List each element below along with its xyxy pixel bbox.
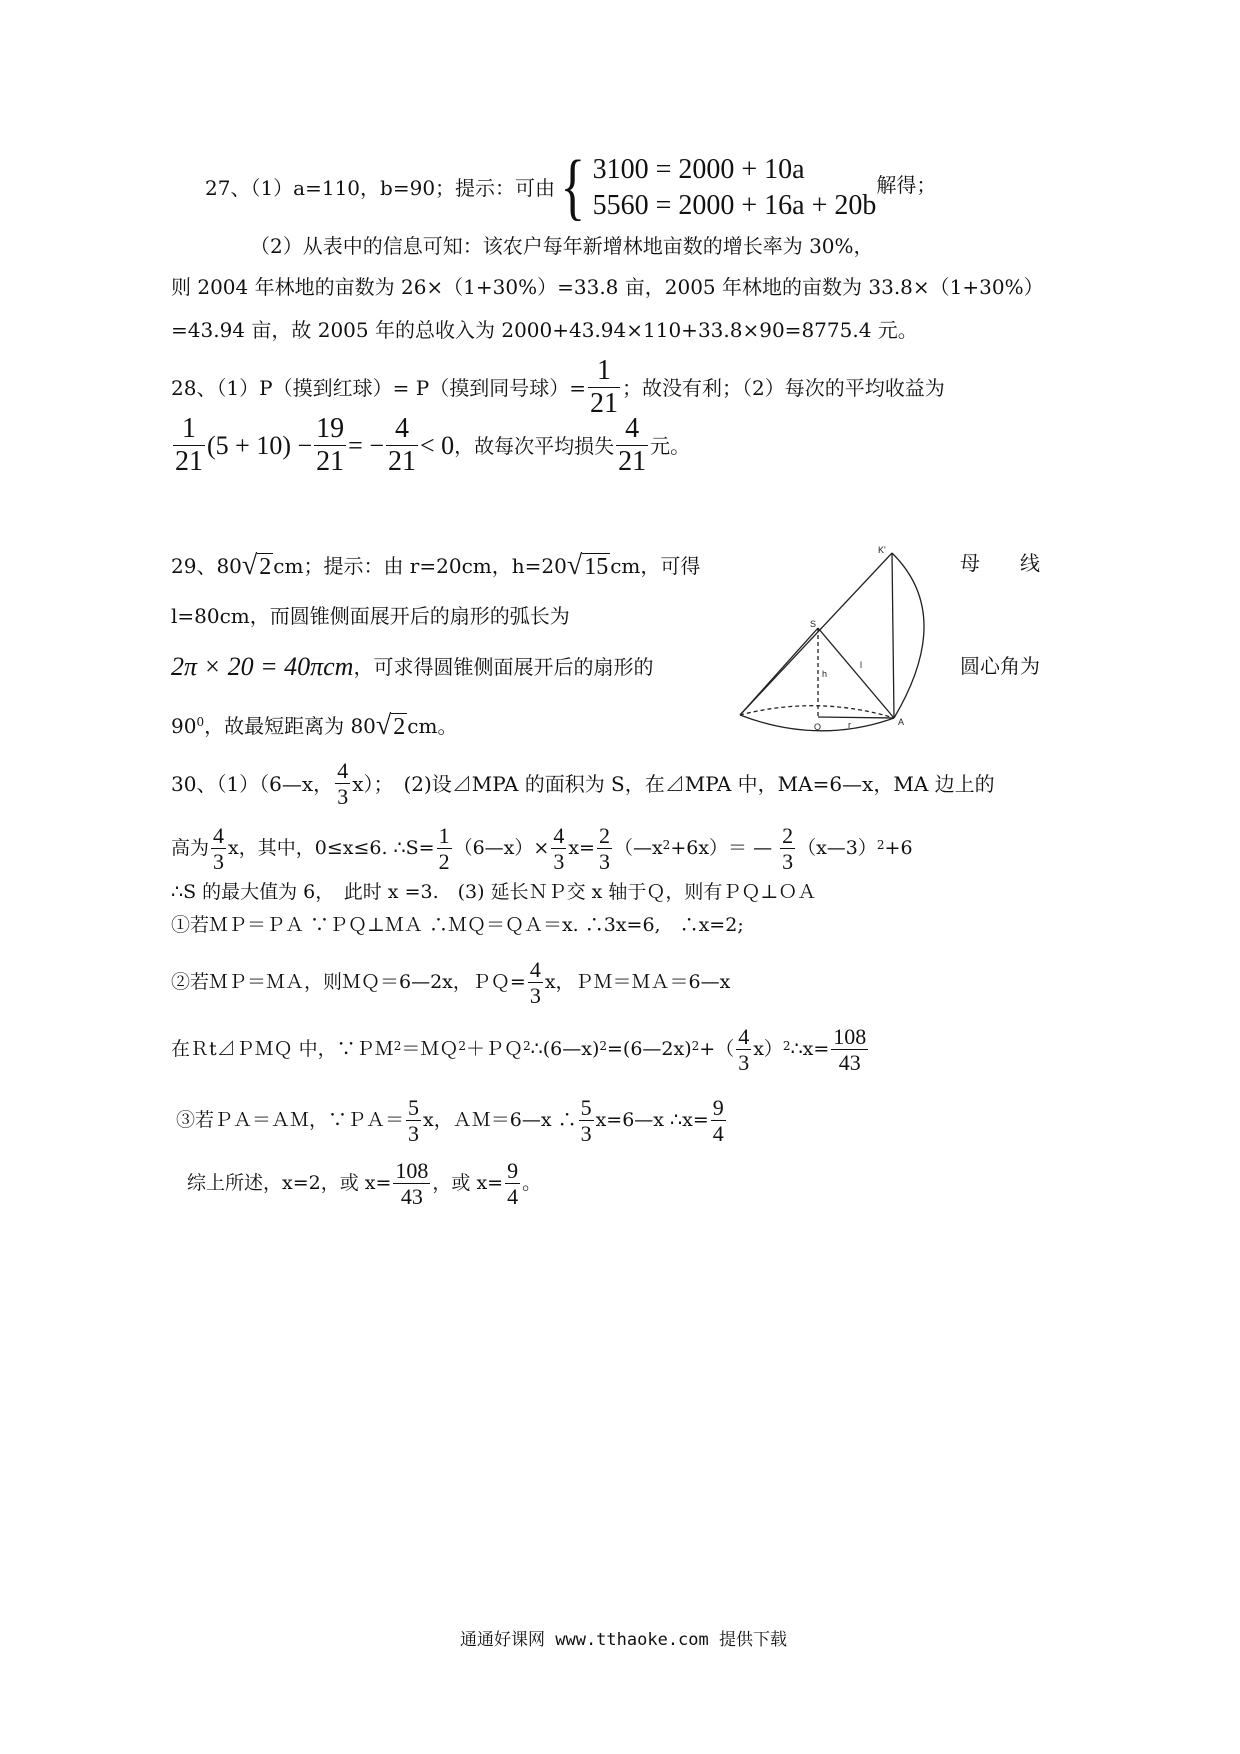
q29-line4 [171,712,457,740]
label-o: O [814,722,822,732]
label-r: r [848,720,851,730]
page-footer: 通通好课网 www.tthaoke.com 提供下载 [460,1630,787,1650]
sqrt-2-b: √2 [375,710,406,741]
q30-part2: x）； (2)设⊿MPA 的面积为 S，在⊿MPA 中，MA=6—x，MA 边上的 [352,771,995,796]
q29-line1 [171,552,700,580]
radius-r [818,717,894,718]
q30-summary-or: ，或 x= [432,1172,504,1195]
q29-angle: 90 [171,714,197,738]
sup-2: 2 [523,1038,531,1053]
fraction-2-3: $\frac{2}{3}$ [598,823,610,875]
sup-2: 2 [782,1038,791,1053]
sector-arc [892,553,924,718]
q30-line4: ①若ＭＰ＝ＰＡ ∵ＰＱ⊥ＭＡ ∴ＭＱ＝ＱＡ＝x. ∴3x=6, ∴x=2; [171,914,744,936]
q30-plus-6: +6 [884,837,913,860]
q30-poly: （—x [613,837,663,860]
sup-2: 2 [599,1038,607,1053]
fraction-9-4: $\frac{9}{4}$ [712,1095,724,1147]
q30-product-text: （6—x）× [453,837,550,860]
fraction-4-3: $\frac{4}{3}$ [738,1024,750,1076]
q30-line3: ∴S 的最大值为 6， 此时 x =3. (3) 延长ＮＰ交 x 轴于Ｑ，则有ＰＱ⊥ＯＡ [171,881,817,903]
q28-line2-text: ，故每次平均损失 [454,433,615,458]
base-ellipse-back [740,706,894,718]
label-a: A [898,717,905,727]
label-h: h [822,669,828,679]
fraction-4-3: $\frac{4}{3}$ [337,758,349,810]
sup-2: 2 [876,837,885,852]
fraction-5-3: $\frac{5}{3}$ [408,1095,420,1147]
q30-part1: 30、（1）（6—x， [171,771,334,796]
q30-case2-end: x，ＰＭ＝ＭＡ＝6—x [544,971,731,994]
q27-line1 [205,146,937,229]
q29-unit: cm。 [407,714,458,738]
label-s: S [810,619,817,629]
left-brace-icon: { [560,146,586,229]
q27-line2: （2）从表中的信息可知：该农户每年新增林地亩数的增长率为 30%， [250,234,874,258]
q27-line4: =43.94 亩，故 2005 年的总收入为 2000+43.94×110+33.8×90=8775.4 元。 [171,318,918,342]
q27-equation-2: 5560 = 2000 + 16a + 20b [592,189,877,221]
q27-line1-prefix: 27、（1）a=110，b=90；提示：可由 [205,175,556,200]
fraction-2-3: $\frac{2}{3}$ [782,823,794,875]
fraction-4-3: $\frac{4}{3}$ [213,823,225,875]
q29-line3 [171,654,653,680]
q30-eq-close: x） [753,1038,783,1061]
sup-2: 2 [691,1038,700,1053]
sqrt-15: √15 [566,550,609,581]
q28-fraction-4-21: $\frac{4}{21}$ [387,413,416,478]
q28-line1-prefix: 28、（1）P（摸到红球）= P（摸到同号球）= [171,375,586,400]
q29-line3-right: 圆心角为 [960,654,1040,678]
q27-equation-system [555,146,877,229]
label-l: l [860,660,862,670]
q30-case3-text: ③若ＰＡ＝ＡＭ，∵ＰＡ＝ [176,1109,405,1132]
fraction-108-43: $\frac{108}{43}$ [833,1024,867,1076]
fraction-108-43: $\frac{108}{43}$ [395,1158,429,1210]
q30-height-label: 高为 [171,837,210,860]
generatrix-kprime-a [892,553,894,718]
q30-poly-end: +6x）＝ — [670,837,773,860]
q27-equation-1: 3100 = 2000 + 10a [592,154,805,185]
line-kprime-to-left [740,553,892,715]
q29-line2: l=80cm，而圆锥侧面展开后的扇形的弧长为 [171,604,570,628]
q28-less-than-zero: < 0 [419,430,455,460]
q28-fraction-19-21: $\frac{19}{21}$ [316,413,345,478]
sup-2: 2 [458,1038,466,1053]
cone-left-side [740,628,818,715]
radical-icon: √ [375,710,392,741]
q27-line3: 则 2004 年林地的亩数为 26×（1+30%）=33.8 亩，2005 年林地的亩数为 33.8×（1+30%） [171,275,1044,299]
q30-therefore-x: ∴x= [790,1038,830,1061]
fraction-4-3: $\frac{4}{3}$ [553,823,565,875]
q28-line2 [171,413,690,478]
q30-pythag-start: 在Ｒt⊿ＰＭＱ 中，∵ＰＭ [171,1038,394,1061]
cone-unfolding-figure [730,535,930,745]
fraction-1-2: $\frac{1}{2}$ [438,823,450,875]
q28-line1-suffix: ；故没有利；（2）每次的平均收益为 [621,375,945,400]
q29-line1-right: 母 线 [960,551,1040,575]
q30-summary-end: 。 [522,1172,542,1195]
q30-line5 [171,957,730,1009]
fraction-5-3: $\frac{5}{3}$ [580,1095,592,1147]
q28-fraction-1-21: $\frac{1}{21}$ [589,355,618,420]
q29-hint: cm；提示：由 r=20cm，h=20 [273,554,567,578]
q30-line6 [171,1024,870,1076]
q30-case3-eq: x=6—x ∴x= [595,1109,709,1132]
q30-summary: 综上所述，x=2，或 x= [187,1172,392,1195]
q30-line1 [171,758,995,810]
q30-range-text: x，其中，0≤x≤6. ∴S= [228,837,435,860]
q28-expression: (5 + 10) − [207,430,313,460]
radical-icon: √ [241,550,258,581]
q30-x-equals: x= [568,837,595,860]
q28-line2-end: 元。 [650,433,691,458]
q28-fraction-4-21-b: $\frac{4}{21}$ [618,413,647,478]
q30-pythag-pq: ＋ＰＱ [465,1038,523,1061]
q30-eq-mid: =(6—2x) [607,1038,692,1061]
q29-line3-text: ，可求得圆锥侧面展开后的扇形的 [353,655,654,679]
q28-line1 [171,355,945,420]
q29-arc-length: 2π × 20 = 40πcm [171,652,354,681]
sqrt-2: √2 [241,550,272,581]
q29-distance-text: ，故最短距离为 80 [204,714,376,738]
q30-line7 [176,1095,728,1147]
degree-sup: 0 [196,715,205,729]
q30-line8 [187,1158,541,1210]
sup-2: 2 [393,1038,402,1053]
q30-eq-paren: +（ [699,1038,735,1061]
fraction-4-3: $\frac{4}{3}$ [529,957,541,1009]
q30-eq-left: ∴(6—x) [530,1038,600,1061]
label-kprime: K' [878,545,886,555]
q30-square: （x—3） [797,837,877,860]
q30-case2-text: ②若ＭＰ＝ＭＡ，则ＭＱ＝6—2x，ＰＱ= [171,971,526,994]
q29-hint-end: cm，可得 [610,554,701,578]
fraction-9-4: $\frac{9}{4}$ [507,1158,519,1210]
cone-right-side-l [818,628,894,718]
q27-line1-suffix: 解得； [876,172,937,197]
q30-line2 [171,823,913,875]
q30-pythag-mq: ＝ＭＱ [401,1038,459,1061]
q28-fraction-1-21-b: $\frac{1}{21}$ [175,413,203,478]
q28-equals-minus: = − [348,430,384,460]
sup-2: 2 [662,837,671,852]
q29-answer-prefix: 29、80 [171,554,242,578]
radical-icon: √ [566,550,583,581]
q30-case3-am: x，ＡＭ＝6—x ∴ [423,1109,577,1132]
